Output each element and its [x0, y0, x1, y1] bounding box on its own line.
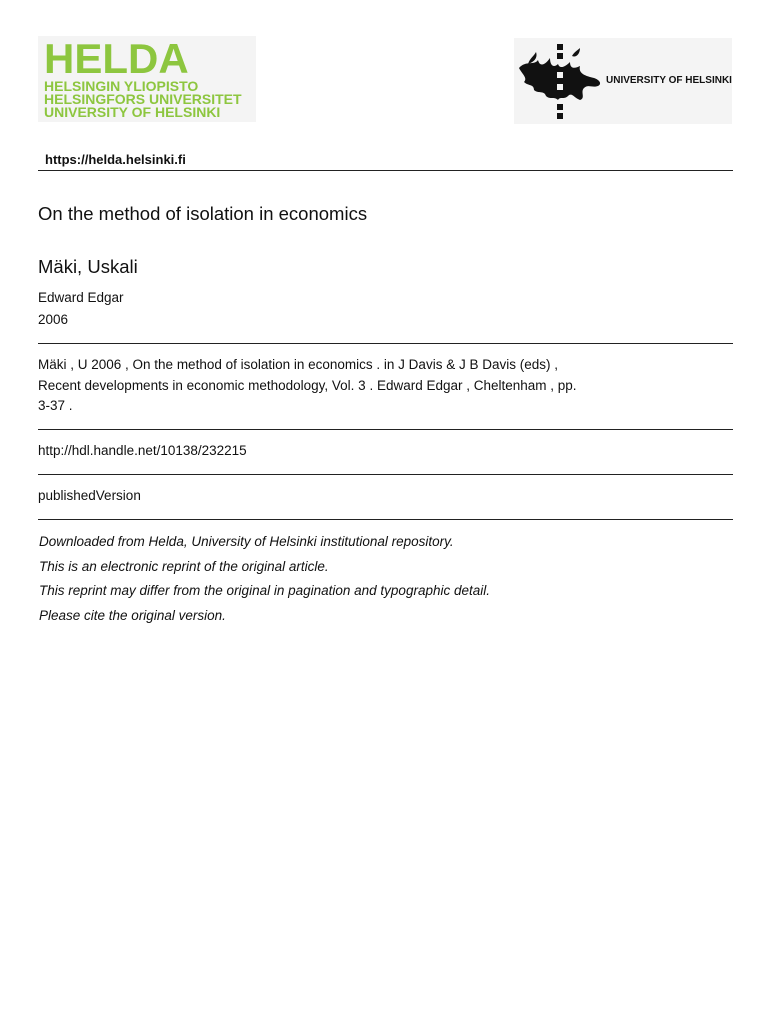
university-logo-text: UNIVERSITY OF HELSINKI [606, 75, 732, 86]
notice-line: This reprint may differ from the original in pagination and typographic detail. [39, 583, 490, 598]
divider-notice [38, 519, 733, 520]
citation [38, 355, 638, 417]
repository-notice [39, 530, 490, 628]
document-publisher: Edward Edgar [38, 290, 124, 305]
version-label: publishedVersion [38, 488, 141, 503]
citation-line: 3-37 . [38, 398, 73, 413]
divider-version [38, 474, 733, 475]
notice-line: Please cite the original version. [39, 607, 226, 623]
flame-emblem-icon [514, 38, 604, 124]
document-author: Mäki, Uskali [38, 256, 138, 277]
notice-line: Downloaded from Helda, University of Helsinki institutional repository. [39, 534, 454, 549]
citation-line: Mäki , U 2006 , On the method of isolation in economics . in J Davis & J B Davis (eds) , [38, 357, 558, 372]
notice-line: This is an electronic reprint of the original article. [39, 558, 329, 574]
document-title: On the method of isolation in economics [38, 203, 368, 224]
helda-logo-line-sv: HELSINGFORS UNIVERSITET [44, 91, 242, 107]
helda-logo-line-fi: HELSINGIN YLIOPISTO [44, 78, 199, 94]
handle-link[interactable]: http://hdl.handle.net/10138/232215 [38, 443, 247, 458]
helda-logo-line-en: UNIVERSITY OF HELSINKI [44, 104, 221, 120]
helda-logo [38, 36, 256, 122]
divider-handle [38, 429, 733, 430]
citation-line: Recent developments in economic methodology, Vol. 3 . Edward Edgar , Cheltenham , pp. [38, 377, 577, 393]
repository-url[interactable]: https://helda.helsinki.fi [45, 152, 186, 167]
document-year: 2006 [38, 312, 69, 327]
header-divider [38, 170, 733, 171]
helda-logo-word: HELDA [44, 35, 189, 82]
university-logo [514, 38, 732, 124]
divider-citation [38, 343, 733, 344]
